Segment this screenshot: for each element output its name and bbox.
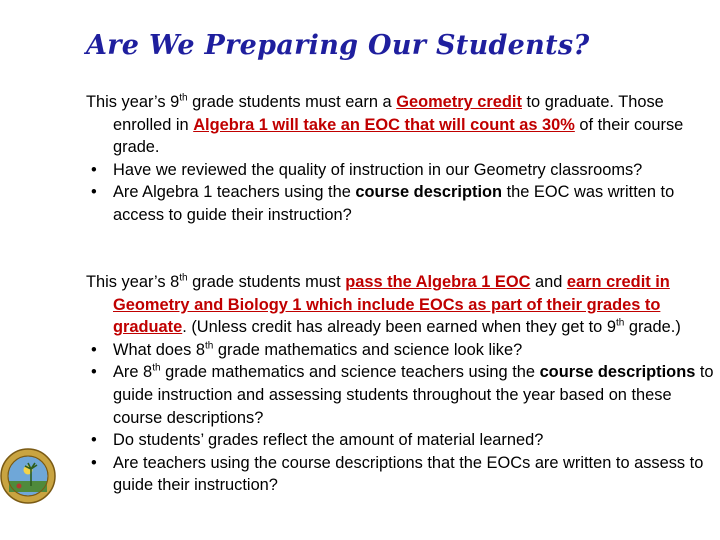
geometry-biology-highlight: earn credit in Geometry and Biology 1 which include EOCs as part of their grades to graduate <box>113 273 670 337</box>
section-8th-grade <box>86 271 718 497</box>
algebra-eoc-highlight: Algebra 1 will take an EOC that will count as 30% <box>193 115 575 134</box>
bullet-item: • Are Algebra 1 teachers using the course description the EOC was written to access to guide their instruction? <box>91 183 675 224</box>
bullet-item: • Do students’ grades reflect the amount of material learned? <box>86 429 718 452</box>
bullet-icon: • <box>91 183 97 202</box>
bullet-item: • Are 8th grade mathematics and science teachers using the course descriptions to guide instruction and assessing students throughout the year based on these course descriptions? <box>91 362 714 427</box>
section-8th-grade-intro: This year’s 8th grade students must pass the Algebra 1 EOC and earn credit in Geometry and Biology 1 which include EOCs as part of their grades to graduate. (Unless credit has already been earned when they get to 9th grade.) <box>86 272 681 337</box>
section-9th-grade-intro: This year’s 9th grade students must earn a Geometry credit to graduate. Those enrolled in Algebra 1 will take an EOC that will count as 30% of their course grade. <box>86 92 684 157</box>
bullet-item: • Have we reviewed the quality of instruction in our Geometry classrooms? <box>86 159 718 182</box>
florida-seal-icon <box>0 448 56 504</box>
geometry-credit-highlight: Geometry credit <box>396 93 522 111</box>
bullet-icon: • <box>91 453 97 472</box>
bullet-icon: • <box>91 431 97 450</box>
bullet-item: • Are teachers using the course descriptions that the EOCs are written to assess to guide their instruction? <box>91 453 704 495</box>
section-9th-grade <box>86 91 718 227</box>
bullet-icon: • <box>91 160 97 179</box>
bullet-item: • What does 8th grade mathematics and science look like? <box>86 339 718 362</box>
algebra-eoc-highlight: pass the Algebra 1 EOC <box>345 273 531 291</box>
slide-title: Are We Preparing Our Students? <box>86 30 590 61</box>
bullet-icon: • <box>91 340 97 359</box>
bullet-icon: • <box>91 363 97 382</box>
